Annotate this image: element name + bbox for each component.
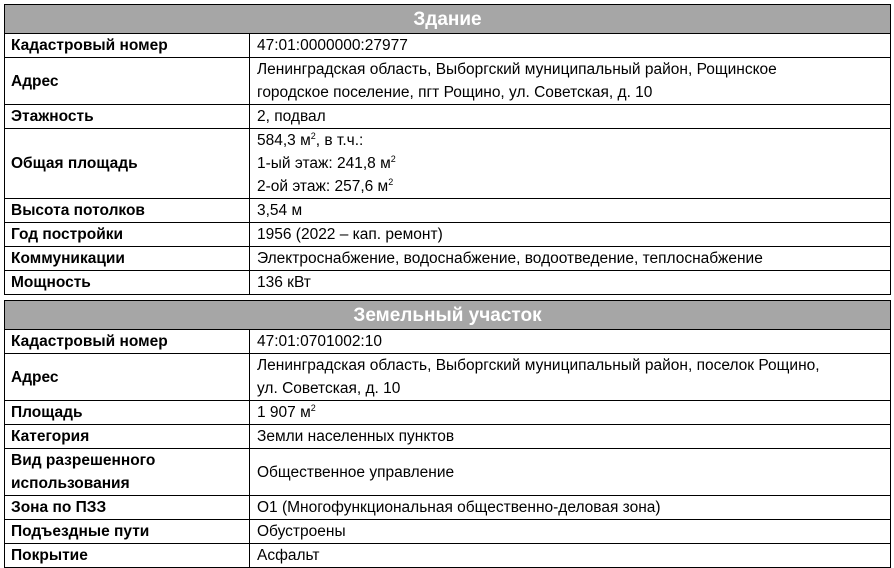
building-cadastral-value: 47:01:0000000:27977 (250, 34, 891, 58)
building-area-total: 584,3 $м^2$, в т.ч.: (257, 131, 364, 149)
building-floors-label: Этажность (5, 105, 250, 129)
building-header-row (5, 5, 891, 34)
table-row (5, 105, 891, 129)
sq-exponent: 2 (310, 131, 316, 141)
land-header-row (5, 301, 891, 330)
land-table (4, 300, 891, 568)
table-row (5, 58, 891, 105)
land-zone-label: Зона по ПЗЗ (5, 496, 250, 520)
building-address-line2: городское поселение, пгт Рощино, ул. Советская, д. 10 (257, 84, 653, 101)
building-cadastral-label: Кадастровый номер (5, 34, 250, 58)
land-address-value (250, 354, 891, 401)
table-row (5, 271, 891, 295)
land-zone-value: О1 (Многофункциональная общественно-деловая зона) (250, 496, 891, 520)
building-title: Здание (5, 5, 891, 34)
table-row (5, 544, 891, 568)
building-ceiling-value: 3,54 м (250, 199, 891, 223)
table-row (5, 449, 891, 496)
land-category-label: Категория (5, 425, 250, 449)
table-row (5, 330, 891, 354)
sq-exponent: 2 (390, 154, 396, 164)
building-address-label: Адрес (5, 58, 250, 105)
building-address-value (250, 58, 891, 105)
building-table (4, 4, 891, 295)
table-row (5, 247, 891, 271)
land-category-value: Земли населенных пунктов (250, 425, 891, 449)
land-address-label: Адрес (5, 354, 250, 401)
building-year-label: Год постройки (5, 223, 250, 247)
land-surface-label: Покрытие (5, 544, 250, 568)
land-cadastral-label: Кадастровый номер (5, 330, 250, 354)
land-address-line2: ул. Советская, д. 10 (257, 380, 401, 397)
building-utilities-value: Электроснабжение, водоснабжение, водоотведение, теплоснабжение (250, 247, 891, 271)
building-power-label: Мощность (5, 271, 250, 295)
sq-exponent: 2 (310, 403, 316, 413)
land-access-label: Подъездные пути (5, 520, 250, 544)
table-row (5, 520, 891, 544)
building-area-floor2: 2-ой этаж: 257,6 $м^2$ (257, 177, 394, 195)
table-row (5, 425, 891, 449)
building-power-value: 136 кВт (250, 271, 891, 295)
land-address-line1: Ленинградская область, Выборгский муниципальный район, поселок Рощино, (257, 357, 820, 374)
land-use-label: Вид разрешенного использования (5, 449, 250, 496)
table-row (5, 199, 891, 223)
table-row (5, 223, 891, 247)
building-area-value (250, 129, 891, 199)
table-row (5, 34, 891, 58)
sq-exponent: 2 (388, 177, 394, 187)
land-area-label: Площадь (5, 401, 250, 425)
building-area-floor1: 1-ый этаж: 241,8 $м^2$ (257, 154, 396, 172)
land-access-value: Обустроены (250, 520, 891, 544)
building-floors-value: 2, подвал (250, 105, 891, 129)
land-surface-value: Асфальт (250, 544, 891, 568)
building-address-line1: Ленинградская область, Выборгский муниципальный район, Рощинское (257, 61, 777, 78)
land-use-value: Общественное управление (250, 449, 891, 496)
table-row (5, 354, 891, 401)
land-cadastral-value: 47:01:0701002:10 (250, 330, 891, 354)
table-row (5, 129, 891, 199)
table-row (5, 401, 891, 425)
building-utilities-label: Коммуникации (5, 247, 250, 271)
building-year-value: 1956 (2022 – кап. ремонт) (250, 223, 891, 247)
land-area-value: 1 907 $м^2$ (250, 401, 891, 425)
land-title: Земельный участок (5, 301, 891, 330)
building-area-label: Общая площадь (5, 129, 250, 199)
table-row (5, 496, 891, 520)
building-ceiling-label: Высота потолков (5, 199, 250, 223)
